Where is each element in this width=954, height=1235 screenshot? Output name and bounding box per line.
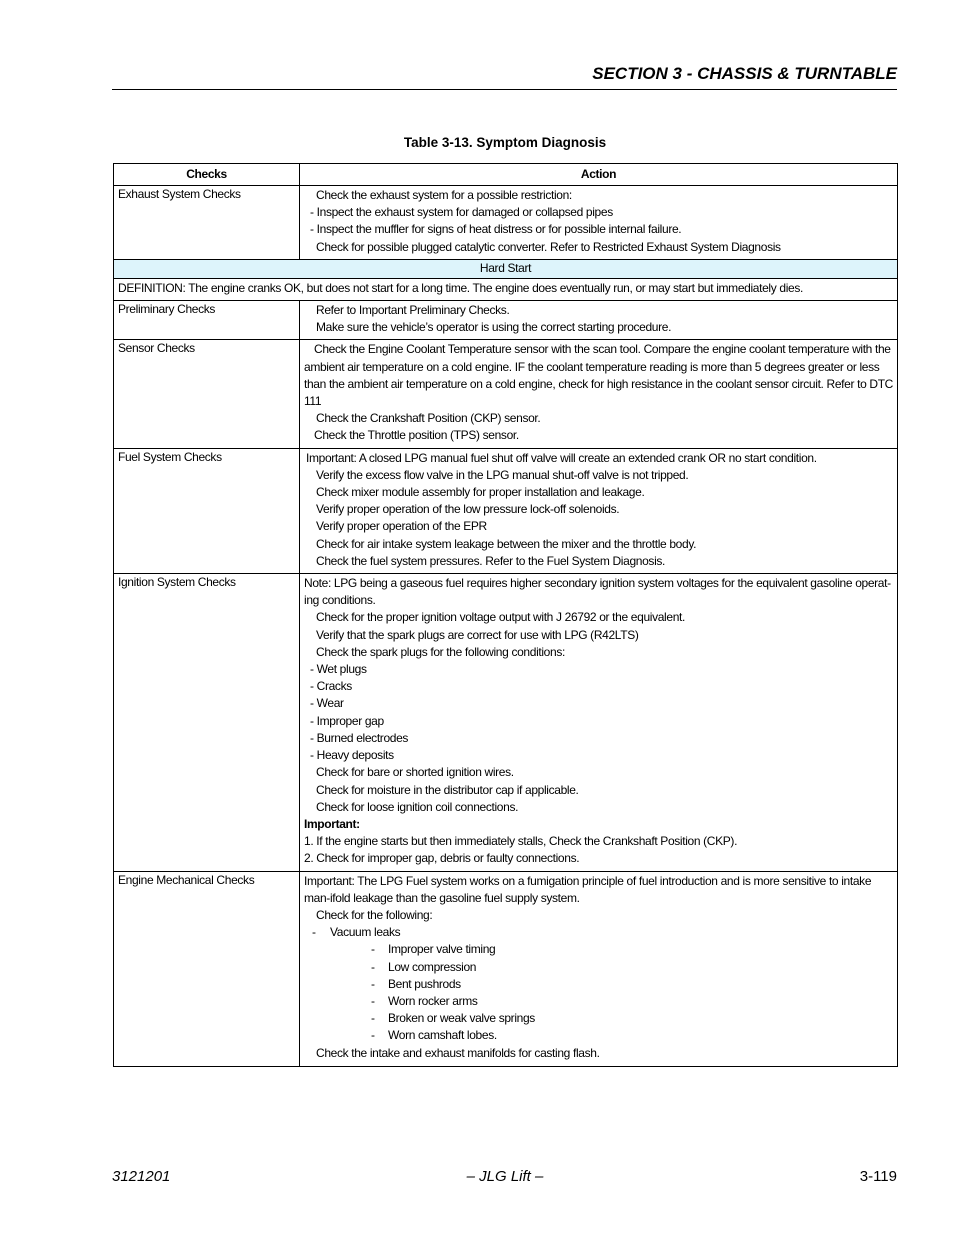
- hard-start-label: Hard Start: [114, 259, 898, 278]
- ignition-note: Note: LPG being a gaseous fuel requires higher secondary ignition system voltages for the equivalent gasoline operat-ing conditions.: [304, 576, 891, 608]
- check-cell: Fuel System Checks: [114, 448, 300, 573]
- sub-item: [304, 959, 893, 976]
- check-cell: Preliminary Checks: [114, 301, 300, 340]
- action-line: Verify that the spark plugs are correct for use with LPG (R42LTS): [316, 627, 639, 642]
- page-number: 3-119: [859, 1168, 897, 1185]
- sub-item: [304, 976, 893, 993]
- dash-marker: -: [371, 942, 375, 957]
- table-row: [114, 186, 898, 260]
- sub-item-label: Bent pushrods: [388, 976, 461, 991]
- important-note: Important: The LPG Fuel system works on a fumigation principle of fuel introduction and is more sensitive to intake man-ifold leakage than the gasoline fuel supply system.: [304, 873, 872, 905]
- important-item: 1. If the engine starts but then immediately stalls, Check the Crankshaft Position (CKP).: [304, 834, 738, 849]
- hard-start-row: [114, 259, 898, 278]
- action-line: - Inspect the exhaust system for damaged or collapsed pipes: [310, 205, 613, 220]
- action-line: Check the Throttle position (TPS) sensor.: [314, 428, 519, 443]
- definition-row: [114, 278, 898, 300]
- sub-item: [304, 993, 893, 1010]
- action-line: Check mixer module assembly for proper installation and leakage.: [316, 485, 645, 500]
- action-line: Verify proper operation of the EPR: [316, 519, 487, 534]
- action-cell: [300, 871, 898, 1066]
- definition-text: DEFINITION: The engine cranks OK, but does not start for a long time. The engine does eventually run, or may start but immediately dies.: [114, 278, 898, 300]
- sub-item: [304, 1010, 893, 1027]
- action-paragraph: Check the Engine Coolant Temperature sensor with the scan tool. Compare the engine coolant temperature with the ambient air temperature on a cold engine. IF the coolant temperature reading is more than 5 degrees greater or less than the ambient air temperature on a cold engine, check for high resistance in the coolant sensor circuit. Refer to DTC 111: [304, 342, 893, 409]
- table-row: [114, 301, 898, 340]
- section-title: SECTION 3 - CHASSIS & TURNTABLE: [592, 64, 897, 83]
- dash-marker: -: [371, 1028, 375, 1043]
- check-cell: Engine Mechanical Checks: [114, 871, 300, 1066]
- condition-item: - Burned electrodes: [310, 730, 409, 745]
- symptom-diagnosis-table: [113, 163, 898, 1067]
- action-line: Check the fuel system pressures. Refer to the Fuel System Diagnosis.: [316, 553, 666, 568]
- table-header-row: [114, 164, 898, 186]
- condition-item: - Heavy deposits: [310, 748, 394, 763]
- action-line: Check for bare or shorted ignition wires.: [316, 765, 514, 780]
- table-row: [114, 574, 898, 871]
- sub-item-label: Broken or weak valve springs: [388, 1011, 535, 1026]
- table-row: [114, 871, 898, 1066]
- table-row: [114, 448, 898, 573]
- action-line: Check for loose ignition coil connections.: [316, 799, 519, 814]
- footer-brand: – JLG Lift –: [466, 1168, 544, 1185]
- table-title: Table 3-13. Symptom Diagnosis: [403, 135, 607, 150]
- condition-item: - Improper gap: [310, 713, 384, 728]
- important-label: Important:: [304, 816, 360, 831]
- action-cell: [300, 301, 898, 340]
- vacuum-label: Vacuum leaks: [330, 925, 401, 940]
- dash-marker: -: [371, 993, 375, 1008]
- action-line: Check for the proper ignition voltage output with J 26792 or the equivalent.: [316, 610, 685, 625]
- table-row: [114, 340, 898, 448]
- sub-item-label: Low compression: [388, 959, 477, 974]
- sub-item-label: Worn camshaft lobes.: [388, 1028, 497, 1043]
- vacuum-item: [304, 924, 893, 941]
- sub-item: [304, 1027, 893, 1044]
- action-line: Verify proper operation of the low pressure lock-off solenoids.: [316, 502, 620, 517]
- important-item: 2. Check for improper gap, debris or faulty connections.: [304, 851, 580, 866]
- dash-marker: -: [312, 925, 316, 940]
- action-line: Check the Crankshaft Position (CKP) sensor.: [316, 411, 541, 426]
- dash-marker: -: [371, 1011, 375, 1026]
- sub-item-label: Improper valve timing: [388, 942, 496, 957]
- header-rule: [112, 89, 897, 90]
- check-cell: Exhaust System Checks: [114, 186, 300, 260]
- col-header-checks: Checks: [114, 164, 300, 186]
- action-cell: [300, 340, 898, 448]
- check-cell: Ignition System Checks: [114, 574, 300, 871]
- action-line: Check the exhaust system for a possible restriction:: [316, 188, 572, 202]
- condition-item: - Wet plugs: [310, 662, 367, 677]
- condition-item: - Wear: [310, 696, 344, 711]
- action-cell: [300, 448, 898, 573]
- dash-marker: -: [371, 959, 375, 974]
- doc-number: 3121201: [112, 1168, 171, 1185]
- action-line: Check for the following:: [316, 907, 433, 922]
- check-cell: Sensor Checks: [114, 340, 300, 448]
- action-line: Check the spark plugs for the following conditions:: [316, 644, 565, 659]
- action-line: Refer to Important Preliminary Checks.: [316, 303, 510, 318]
- dash-marker: -: [371, 976, 375, 991]
- action-line: Check for moisture in the distributor cap if applicable.: [316, 782, 579, 797]
- sub-item: [304, 941, 893, 958]
- condition-item: - Cracks: [310, 679, 352, 694]
- important-note: Important: A closed LPG manual fuel shut off valve will create an extended crank OR no start condition.: [306, 450, 817, 465]
- sub-item-label: Worn rocker arms: [388, 993, 478, 1008]
- action-line: Check the intake and exhaust manifolds for casting flash.: [316, 1045, 600, 1060]
- action-line: Check for possible plugged catalytic converter. Refer to Restricted Exhaust System Diagnosis: [316, 239, 781, 254]
- action-line: Verify the excess flow valve in the LPG manual shut-off valve is not tripped.: [316, 467, 689, 482]
- col-header-action: Action: [300, 164, 898, 186]
- action-line: Check for air intake system leakage between the mixer and the throttle body.: [316, 536, 697, 551]
- action-line: - Inspect the muffler for signs of heat distress or for possible internal failure.: [310, 222, 682, 237]
- action-line: Make sure the vehicle’s operator is using the correct starting procedure.: [316, 320, 672, 335]
- action-cell: [300, 186, 898, 260]
- action-cell: [300, 574, 898, 871]
